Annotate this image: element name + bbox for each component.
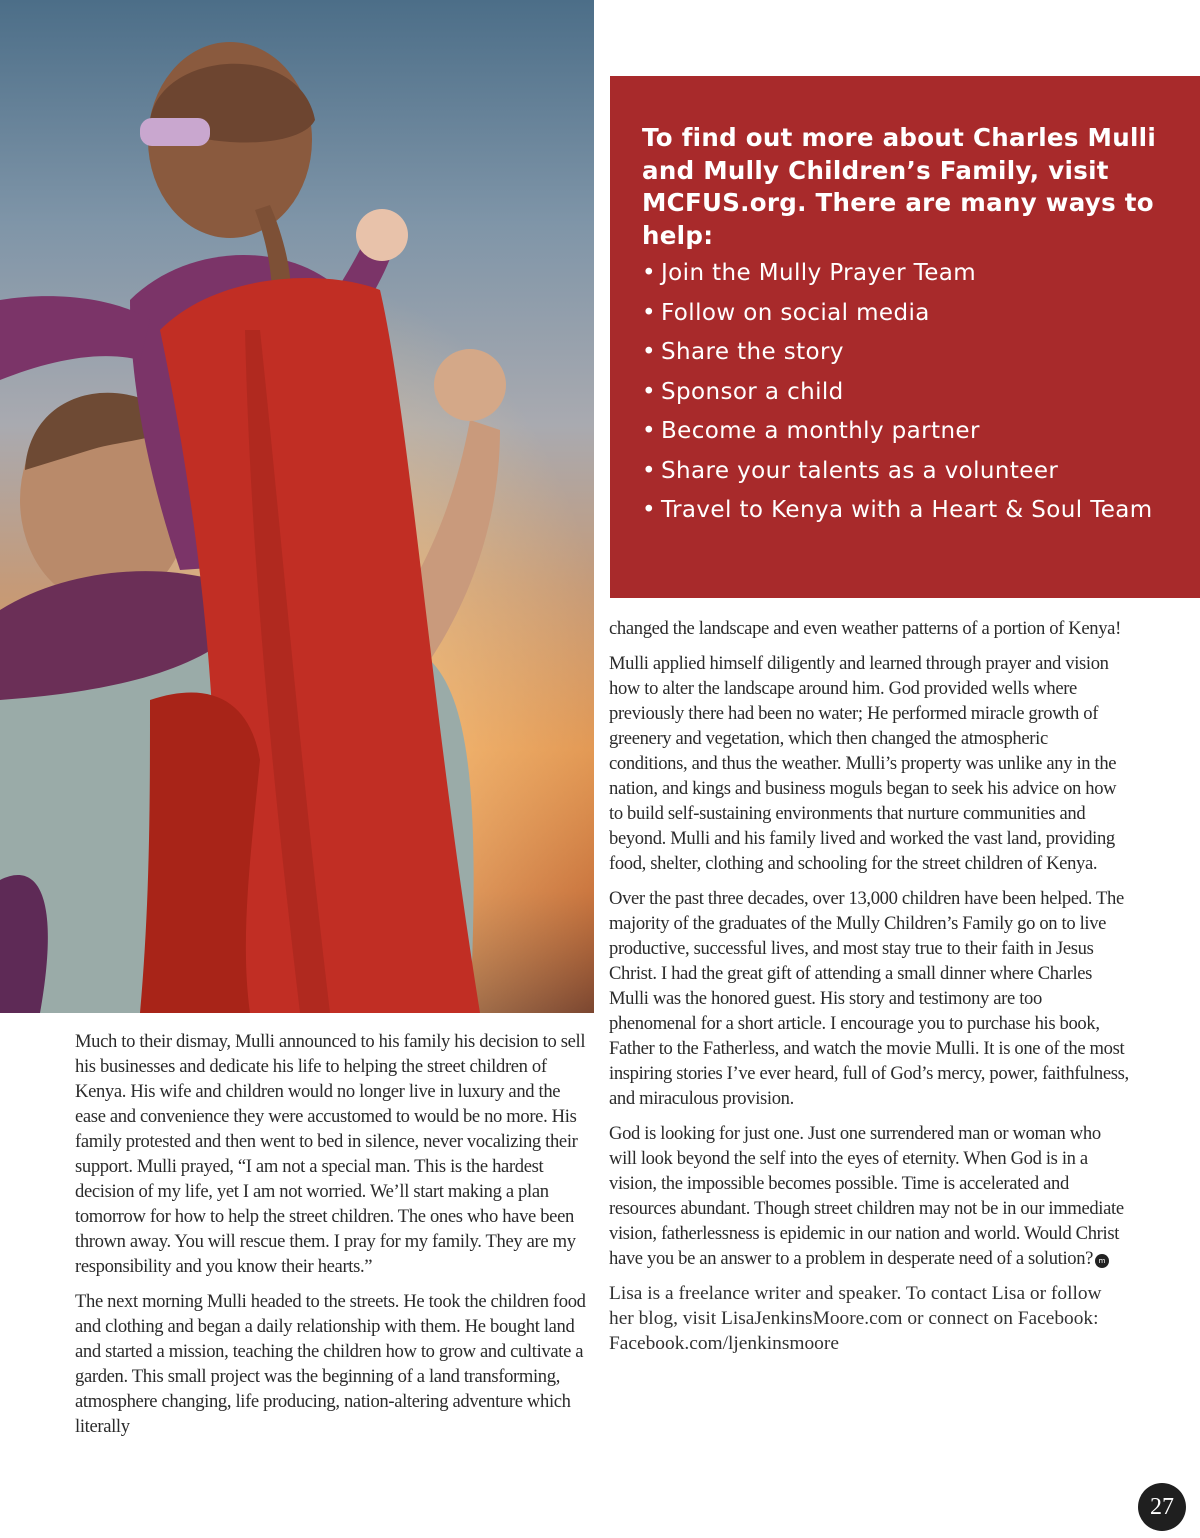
- bullet-icon: •: [642, 457, 656, 484]
- bullet-icon: •: [642, 260, 656, 286]
- article-paragraph: Much to their dismay, Mulli announced to his family his decision to sell his businesses and dedicate his life to helping the street children of Kenya. His wife and children would no longer live in luxury and the ease and convenience they were accustomed to would be no more. His family protested and then went to bed in silence, never vocalizing their support. Mulli prayed, “I am not a special man. This is the hardest decision of my life, yet I am not worried. We’ll start making a plan tomorrow for how to help the street children. The ones who have been thrown away. You will rescue them. I pray for my family. They are my responsibility and you know their hearts.”: [75, 1031, 586, 1277]
- article-paragraph: Mulli applied himself diligently and learned through prayer and vision how to alter the landscape around him. God provided wells where previously there had been no water; He performed miracle growth of greenery and vegetation, which then changed the atmospheric conditions, and thus the weather. Mulli’s property was unlike any in the nation, and kings and business moguls began to seek his advice on how to build self-sustaining environments that nurture communities and beyond. Mulli and his family lived and worked the vast land, providing food, shelter, clothing and schooling for the street children of Kenya.: [609, 653, 1117, 874]
- page-number: 27: [1138, 1483, 1186, 1531]
- help-item-sponsor: • Sponsor a child: [642, 378, 844, 405]
- article-column-right: [609, 616, 1129, 1366]
- bullet-icon: •: [642, 339, 656, 365]
- article-column-left: [75, 1029, 587, 1449]
- sidebar-heading: To find out more about Charles Mulli and Mully Children’s Family, visit MCFUS.org. There are many ways to help:: [642, 123, 1157, 250]
- bullet-icon: •: [642, 299, 656, 326]
- author-bio: Lisa is a freelance writer and speaker. To contact Lisa or follow her blog, visit LisaJenkinsMoore.com or connect on Facebook: Facebook.com/ljenkinsmoore: [609, 1283, 1102, 1354]
- article-closing-paragraph: God is looking for just one. Just one surrendered man or woman who will look beyond the self into the eyes of eternity. When God is in a vision, the impossible becomes possible. Time is accelerated and resources abundant. Though street children may not be in our immediate vision, fatherlessness is epidemic in our nation and world. Would Christ have you be an answer to a problem in desperate need of a solution? m: [609, 1123, 1124, 1269]
- article-paragraph: The next morning Mulli headed to the streets. He took the children food and clothing and began a daily relationship with them. He bought land and started a mission, teaching the children how to grow and cultivate a garden. This small project was the beginning of a land transforming, atmosphere changing, life producing, nation-altering adventure which literally: [75, 1291, 586, 1437]
- help-list: [642, 258, 1160, 525]
- bullet-icon: •: [642, 378, 656, 405]
- article-paragraph: Over the past three decades, over 13,000 children have been helped. The majority of the graduates of the Mully Children’s Family go on to live productive, successful lives, and most stay true to their faith in Jesus Christ. I had the great gift of attending a small dinner where Charles Mulli was the honored guest. His story and testimony are too phenomenal for a short article. I encourage you to purchase his book, Father to the Fatherless, and watch the movie Mulli. It is one of the most inspiring stories I’ve ever heard, full of God’s mercy, power, faithfulness, and miraculous provision.: [609, 888, 1129, 1109]
- help-item-prayer-team: • Join the Mully Prayer Team: [642, 260, 977, 286]
- help-sidebar: [610, 76, 1200, 598]
- hero-photo: [0, 0, 594, 1013]
- help-item-social-media: • Follow on social media: [642, 299, 930, 326]
- help-item-monthly-partner: • Become a monthly partner: [642, 418, 980, 444]
- end-mark-icon: m: [1095, 1254, 1109, 1268]
- father-daughter-superhero-illustration: [0, 0, 594, 1013]
- help-item-share-story: • Share the story: [642, 339, 844, 365]
- help-item-volunteer: • Share your talents as a volunteer: [642, 457, 1059, 484]
- article-paragraph: changed the landscape and even weather patterns of a portion of Kenya!: [609, 618, 1121, 639]
- bullet-icon: •: [642, 497, 656, 523]
- bullet-icon: •: [642, 418, 656, 444]
- help-item-travel-kenya: • Travel to Kenya with a Heart & Soul Team: [642, 497, 1153, 523]
